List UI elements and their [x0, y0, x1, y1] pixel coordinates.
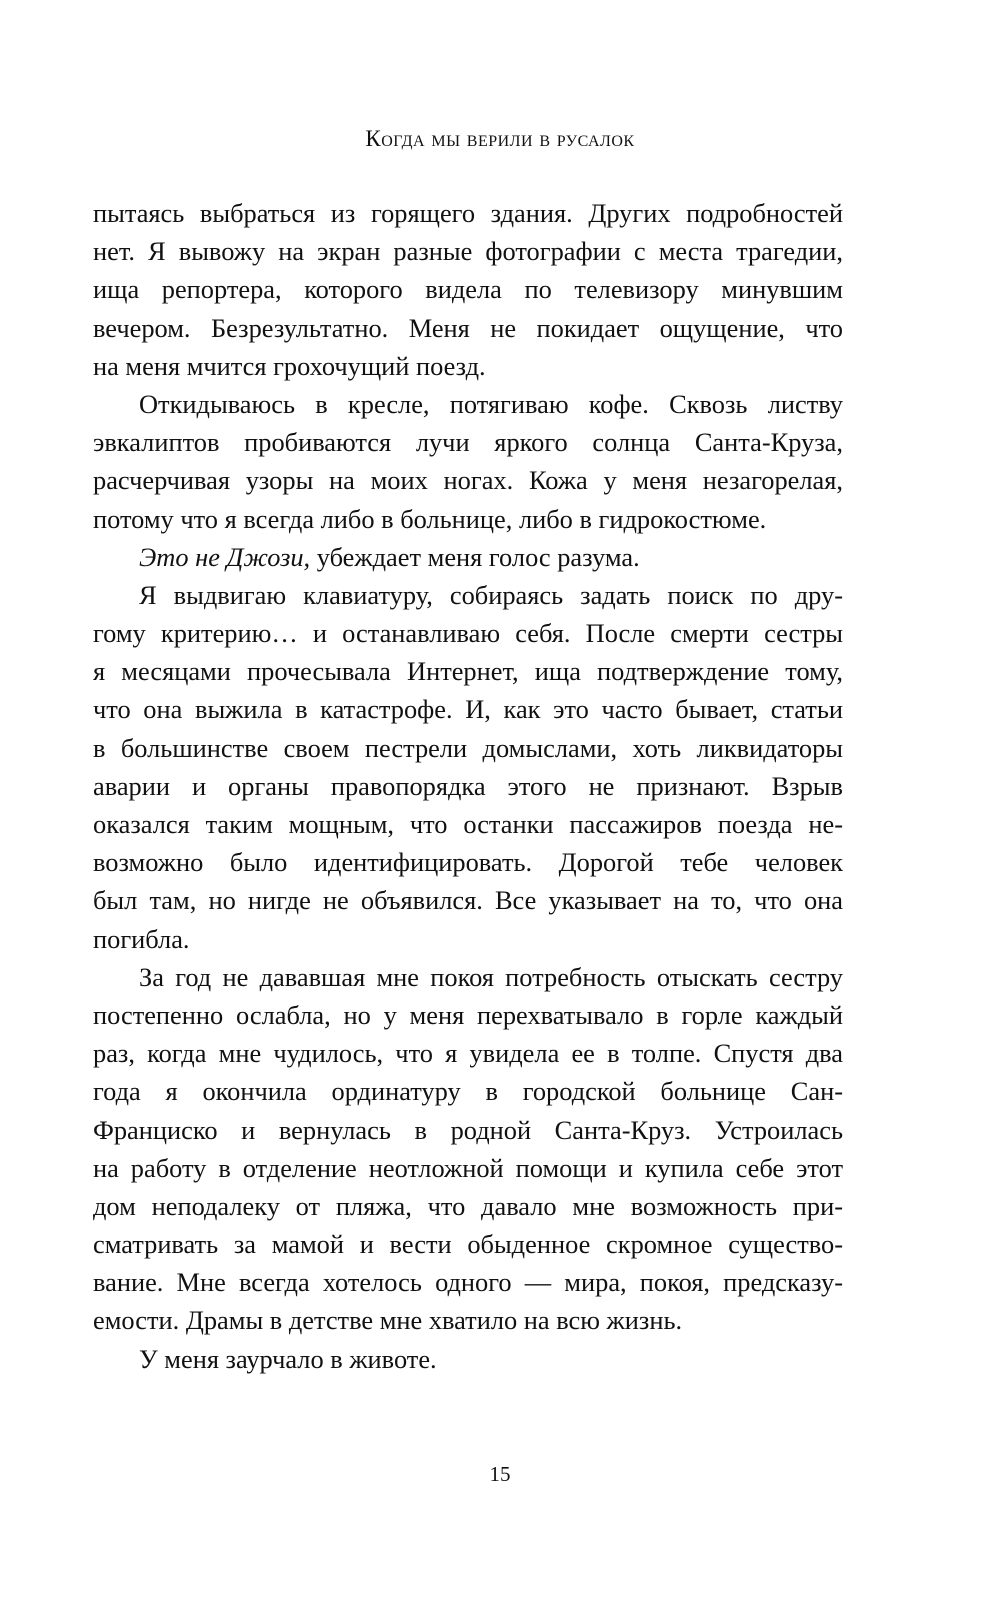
text-line: раз, когда мне чудилось, что я увидела ее в толпе. Спустя два [93, 1038, 843, 1069]
text-line: что она выжила в катастрофе. И, как это часто бывает, статьи [93, 694, 843, 725]
paragraph-start-line: Я выдвигаю клавиатуру, собираясь задать поиск по дру- [139, 579, 843, 610]
page-number: 15 [489, 1462, 511, 1486]
text-line: оказался таким мощным, что останки пассажиров поезда не- [93, 809, 843, 839]
text-line: на меня мчится грохочущий поезд. [93, 350, 486, 381]
text-line: дом неподалеку от пляжа, что давало мне возможность при- [93, 1190, 843, 1221]
text-line: я месяцами прочесывала Интернет, ища подтверждение тому, [93, 656, 843, 687]
text-line: Франциско и вернулась в родной Санта-Круз. Устроилась [93, 1114, 843, 1145]
text-line: нет. Я вывожу на экран разные фотографии с места трагедии, [93, 236, 843, 267]
text-line: вание. Мне всегда хотелось одного — мира, покоя, предсказу- [93, 1267, 843, 1298]
paragraph-start-line: За год не дававшая мне покоя потребность отыскать сестру [139, 961, 843, 992]
text-line: в большинстве своем пестрели домыслами, хоть ликвидаторы [93, 732, 843, 763]
text-line: постепенно ослабла, но у меня перехватывало в горле каждый [93, 999, 843, 1030]
text-line: аварии и органы правопорядка этого не признают. Взрыв [93, 770, 843, 801]
text-line: пытаясь выбраться из горящего здания. Других подробностей [93, 198, 843, 228]
text-line: потому что я всегда либо в больнице, либо в гидрокостюме. [93, 503, 767, 534]
text-line: емости. Драмы в детстве мне хватило на всю жизнь. [93, 1305, 683, 1336]
text-line: гому критерию… и останавливаю себя. После смерти сестры [93, 618, 843, 649]
text-line: ища репортера, которого видела по телевизору минувшим [93, 274, 843, 305]
text-line: был там, но нигде не объявился. Все указывает на то, что она [93, 885, 843, 916]
paragraph-start-line: Откидываюсь в кресле, потягиваю кофе. Сквозь листву [139, 388, 843, 419]
text-line: сматривать за мамой и вести обыденное скромное существо- [93, 1229, 843, 1260]
text-line: вечером. Безрезультатно. Меня не покидает ощущение, что [93, 312, 843, 343]
paragraph-start-line: У меня заурчало в животе. [139, 1343, 437, 1374]
text-line: возможно было идентифицировать. Дорогой тебе человек [93, 847, 843, 878]
text-line: на работу в отделение неотложной помощи и купила себе этот [93, 1152, 843, 1183]
paragraph-start-line [93, 538, 843, 576]
text-line: года я окончила ординатуру в городской больнице Сан- [93, 1076, 843, 1107]
body-text [93, 194, 843, 1378]
text-fragment: убеждает меня голос разума. [310, 541, 640, 572]
text-line: расчерчивая узоры на моих ногах. Кожа у меня незагорелая, [93, 465, 843, 496]
text-line: погибла. [93, 923, 190, 954]
text-line: эвкалиптов пробиваются лучи яркого солнца Санта-Круза, [93, 427, 843, 458]
italic-thought: Это не Джози, [139, 541, 311, 572]
running-head: Когда мы верили в русалок [365, 126, 635, 151]
